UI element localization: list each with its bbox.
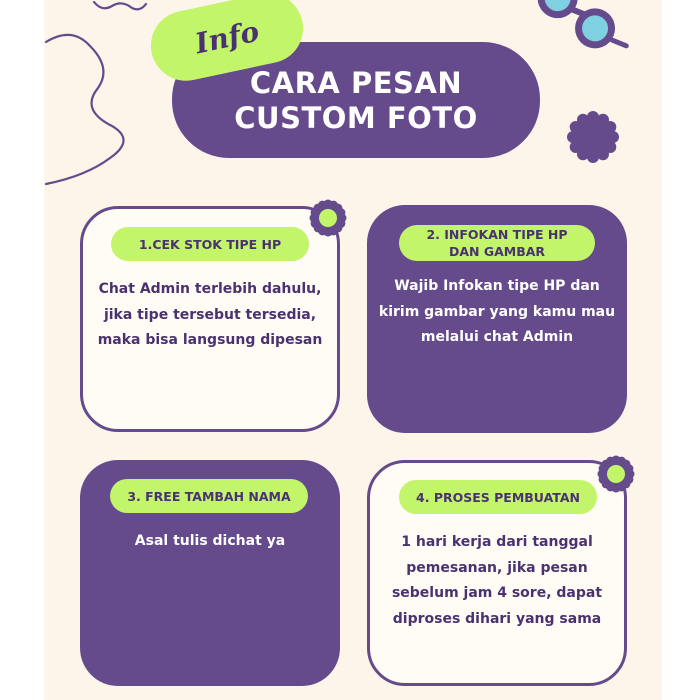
scalloped-badge-icon	[308, 198, 348, 238]
wave-decoration-icon	[90, 0, 150, 14]
step-card-2	[367, 205, 627, 433]
scalloped-badge-icon	[596, 454, 636, 494]
step-card-1-label: 1.CEK STOK TIPE HP	[111, 227, 309, 261]
step-card-4-label: 4. PROSES PEMBUATAN	[399, 480, 597, 514]
scalloped-badge-icon	[566, 110, 620, 164]
squiggle-line-icon	[40, 30, 130, 190]
sunglasses-icon	[512, 0, 632, 64]
title-line-1: CARA PESAN	[249, 66, 463, 100]
step-card-3-text: Asal tulis dichat ya	[134, 533, 286, 549]
step-card-1-text: Chat Admin terlebih dahulu, jika tipe tersebut tersedia, maka bisa langsung dipesan	[97, 281, 323, 348]
info-tag-text: Info	[192, 14, 262, 60]
step-card-4	[367, 460, 627, 686]
title-line-2: CUSTOM FOTO	[234, 101, 478, 135]
step-card-2-text: Wajib Infokan tipe HP dan kirim gambar yang kamu mau melalui chat Admin	[378, 278, 616, 345]
step-card-2-label: 2. INFOKAN TIPE HP DAN GAMBAR	[399, 225, 595, 261]
step-card-3	[80, 460, 340, 686]
step-card-3-label: 3. FREE TAMBAH NAMA	[110, 479, 308, 513]
step-card-1	[80, 206, 340, 432]
step-card-4-text: 1 hari kerja dari tanggal pemesanan, jika pesan sebelum jam 4 sore, dapat diproses dihari yang sama	[391, 534, 603, 627]
